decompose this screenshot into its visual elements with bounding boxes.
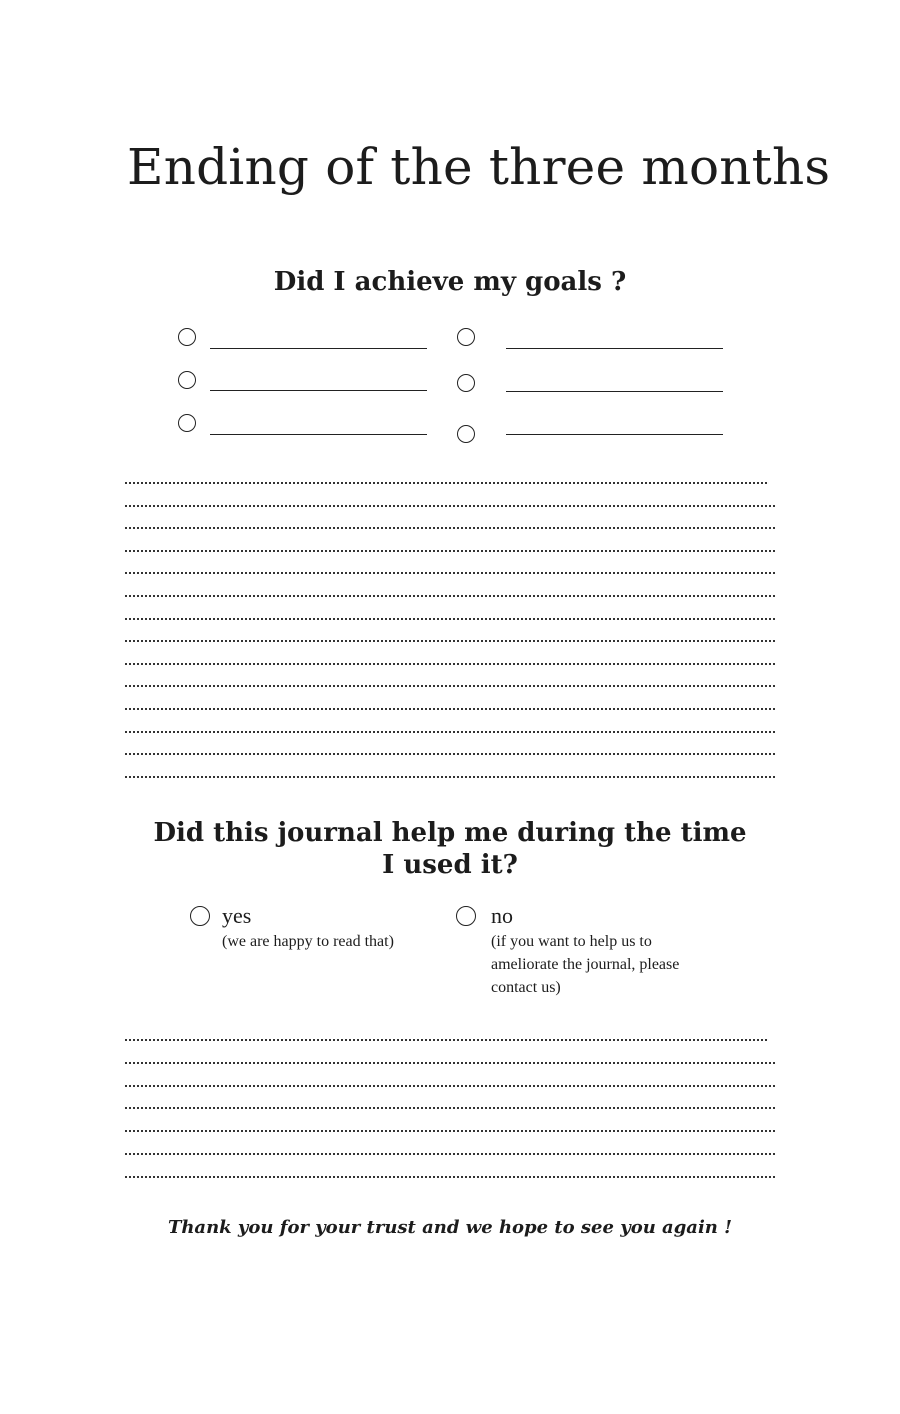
writing-line[interactable] xyxy=(125,550,775,552)
yes-label: yes xyxy=(222,903,252,928)
writing-line[interactable] xyxy=(125,708,775,710)
no-note xyxy=(491,930,679,999)
journal-heading-line: Did this journal help me during the time xyxy=(153,818,747,848)
writing-line[interactable] xyxy=(125,572,775,574)
journal-heading-line: I used it? xyxy=(382,850,518,880)
writing-line[interactable] xyxy=(125,1085,775,1087)
no-label: no xyxy=(491,903,513,928)
writing-line[interactable] xyxy=(125,618,775,620)
writing-line[interactable] xyxy=(125,1176,775,1178)
writing-line[interactable] xyxy=(125,1062,775,1064)
goals-heading: Did I achieve my goals ? xyxy=(273,267,627,297)
writing-line[interactable] xyxy=(125,663,775,665)
writing-line[interactable] xyxy=(125,1130,775,1132)
writing-line[interactable] xyxy=(125,595,775,597)
goal-checkbox[interactable] xyxy=(457,374,475,392)
closing-note: Thank you for your trust and we hope to see you again ! xyxy=(167,1217,733,1238)
no-note-line: contact us) xyxy=(491,979,561,996)
journal-heading xyxy=(0,817,900,881)
writing-line[interactable] xyxy=(125,753,775,755)
writing-line[interactable] xyxy=(125,1153,775,1155)
yes-radio[interactable] xyxy=(190,906,210,926)
no-note-line: (if you want to help us to xyxy=(491,933,652,950)
writing-line[interactable] xyxy=(125,731,775,733)
writing-line[interactable] xyxy=(125,527,775,529)
goal-checkbox[interactable] xyxy=(457,328,475,346)
goals-checklist xyxy=(0,0,900,460)
goal-checkbox[interactable] xyxy=(178,414,196,432)
yes-note xyxy=(222,930,394,953)
goal-checkbox[interactable] xyxy=(457,425,475,443)
goal-input-line[interactable] xyxy=(210,348,427,349)
goal-checkbox[interactable] xyxy=(178,371,196,389)
writing-line[interactable] xyxy=(125,505,775,507)
goal-input-line[interactable] xyxy=(210,434,427,435)
goal-input-line[interactable] xyxy=(210,390,427,391)
writing-line[interactable] xyxy=(125,776,775,778)
goal-checkbox[interactable] xyxy=(178,328,196,346)
writing-line[interactable] xyxy=(125,1107,775,1109)
writing-line[interactable] xyxy=(125,482,767,484)
writing-line[interactable] xyxy=(125,640,775,642)
writing-line[interactable] xyxy=(125,1039,767,1041)
goal-input-line[interactable] xyxy=(506,348,723,349)
no-note-line: ameliorate the journal, please xyxy=(491,956,680,973)
goal-input-line[interactable] xyxy=(506,434,723,435)
goal-input-line[interactable] xyxy=(506,391,723,392)
no-radio[interactable] xyxy=(456,906,476,926)
yes-note-line: (we are happy to read that) xyxy=(222,933,394,950)
writing-line[interactable] xyxy=(125,685,775,687)
page-title: Ending of the three months xyxy=(127,138,831,196)
